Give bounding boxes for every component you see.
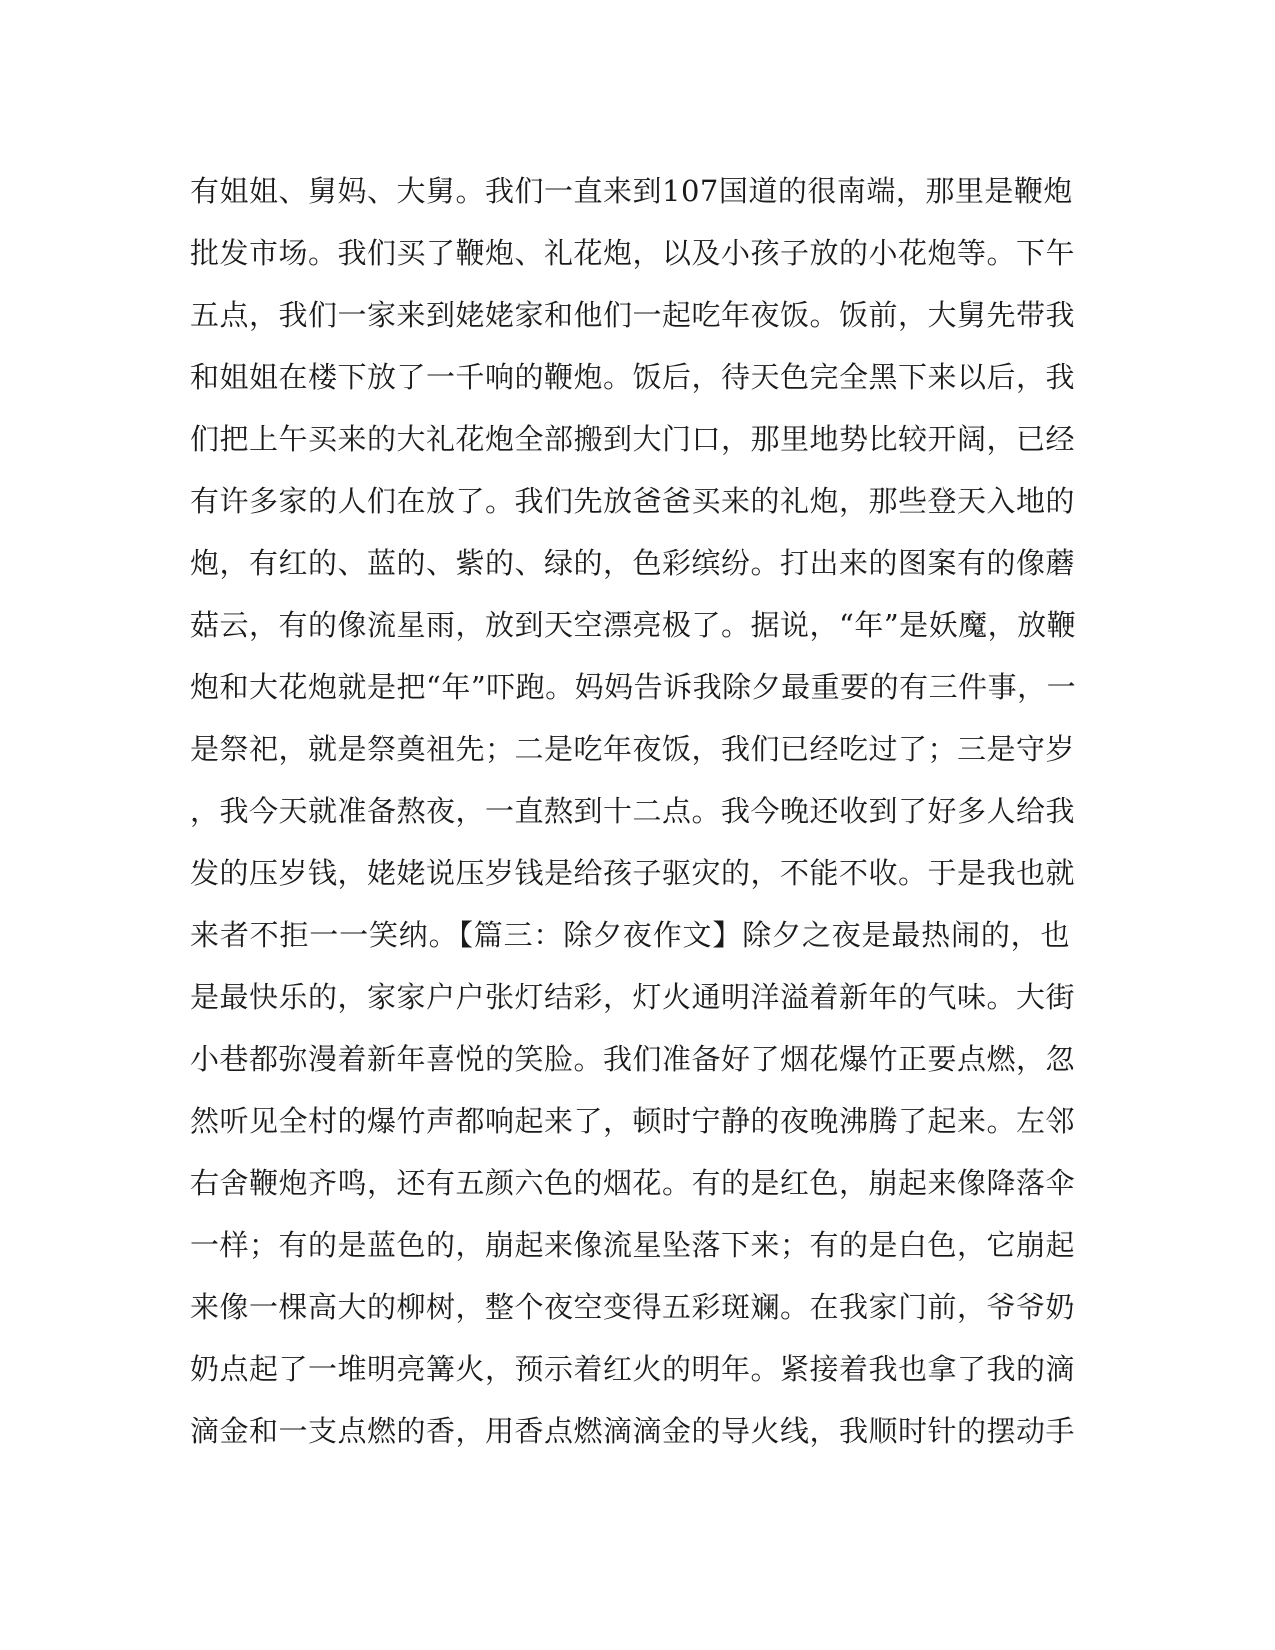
text-line: 发的压岁钱，姥姥说压岁钱是给孩子驱灾的，不能不收。于是我也就 [190, 856, 1076, 890]
text-line: 有姐姐、舅妈、大舅。我们一直来到107国道的很南端，那里是鞭炮 [190, 174, 1073, 208]
text-line: 炮，有红的、蓝的、紫的、绿的，色彩缤纷。打出来的图案有的像蘑 [190, 546, 1076, 580]
text-line: 来者不拒一一笑纳。【篇三：除夕夜作文】除夕之夜是最热闹的，也 [190, 918, 1070, 952]
text-line: 和姐姐在楼下放了一千响的鞭炮。饭后，待天色完全黑下来以后，我 [190, 360, 1076, 394]
text-line: 炮和大花炮就是把“年”吓跑。妈妈告诉我除夕最重要的有三件事，一 [190, 670, 1077, 704]
text-line: 菇云，有的像流星雨，放到天空漂亮极了。据说，“年”是妖魔，放鞭 [190, 608, 1077, 642]
text-line: 奶点起了一堆明亮篝火，预示着红火的明年。紧接着我也拿了我的滴 [190, 1352, 1076, 1386]
text-line: 来像一棵高大的柳树，整个夜空变得五彩斑斓。在我家门前，爷爷奶 [190, 1290, 1076, 1324]
text-line: 是祭祀，就是祭奠祖先；二是吃年夜饭，我们已经吃过了；三是守岁 [190, 732, 1076, 766]
body-text [190, 160, 1077, 1462]
text-line: 然听见全村的爆竹声都响起来了，顿时宁静的夜晚沸腾了起来。左邻 [190, 1104, 1076, 1138]
text-line: 五点，我们一家来到姥姥家和他们一起吃年夜饭。饭前，大舅先带我 [190, 298, 1076, 332]
text-line: 是最快乐的，家家户户张灯结彩，灯火通明洋溢着新年的气味。大街 [190, 980, 1076, 1014]
text-line: 们把上午买来的大礼花炮全部搬到大门口，那里地势比较开阔，已经 [190, 422, 1076, 456]
text-line: 有许多家的人们在放了。我们先放爸爸买来的礼炮，那些登天入地的 [190, 484, 1076, 518]
text-line: 滴金和一支点燃的香，用香点燃滴滴金的导火线，我顺时针的摆动手 [190, 1414, 1076, 1448]
text-line: ，我今天就准备熬夜，一直熬到十二点。我今晚还收到了好多人给我 [190, 794, 1076, 828]
text-line: 批发市场。我们买了鞭炮、礼花炮，以及小孩子放的小花炮等。下午 [190, 236, 1076, 270]
text-line: 小巷都弥漫着新年喜悦的笑脸。我们准备好了烟花爆竹正要点燃，忽 [190, 1042, 1076, 1076]
text-line: 一样；有的是蓝色的，崩起来像流星坠落下来；有的是白色，它崩起 [190, 1228, 1076, 1262]
text-line: 右舍鞭炮齐鸣，还有五颜六色的烟花。有的是红色，崩起来像降落伞 [190, 1166, 1076, 1200]
